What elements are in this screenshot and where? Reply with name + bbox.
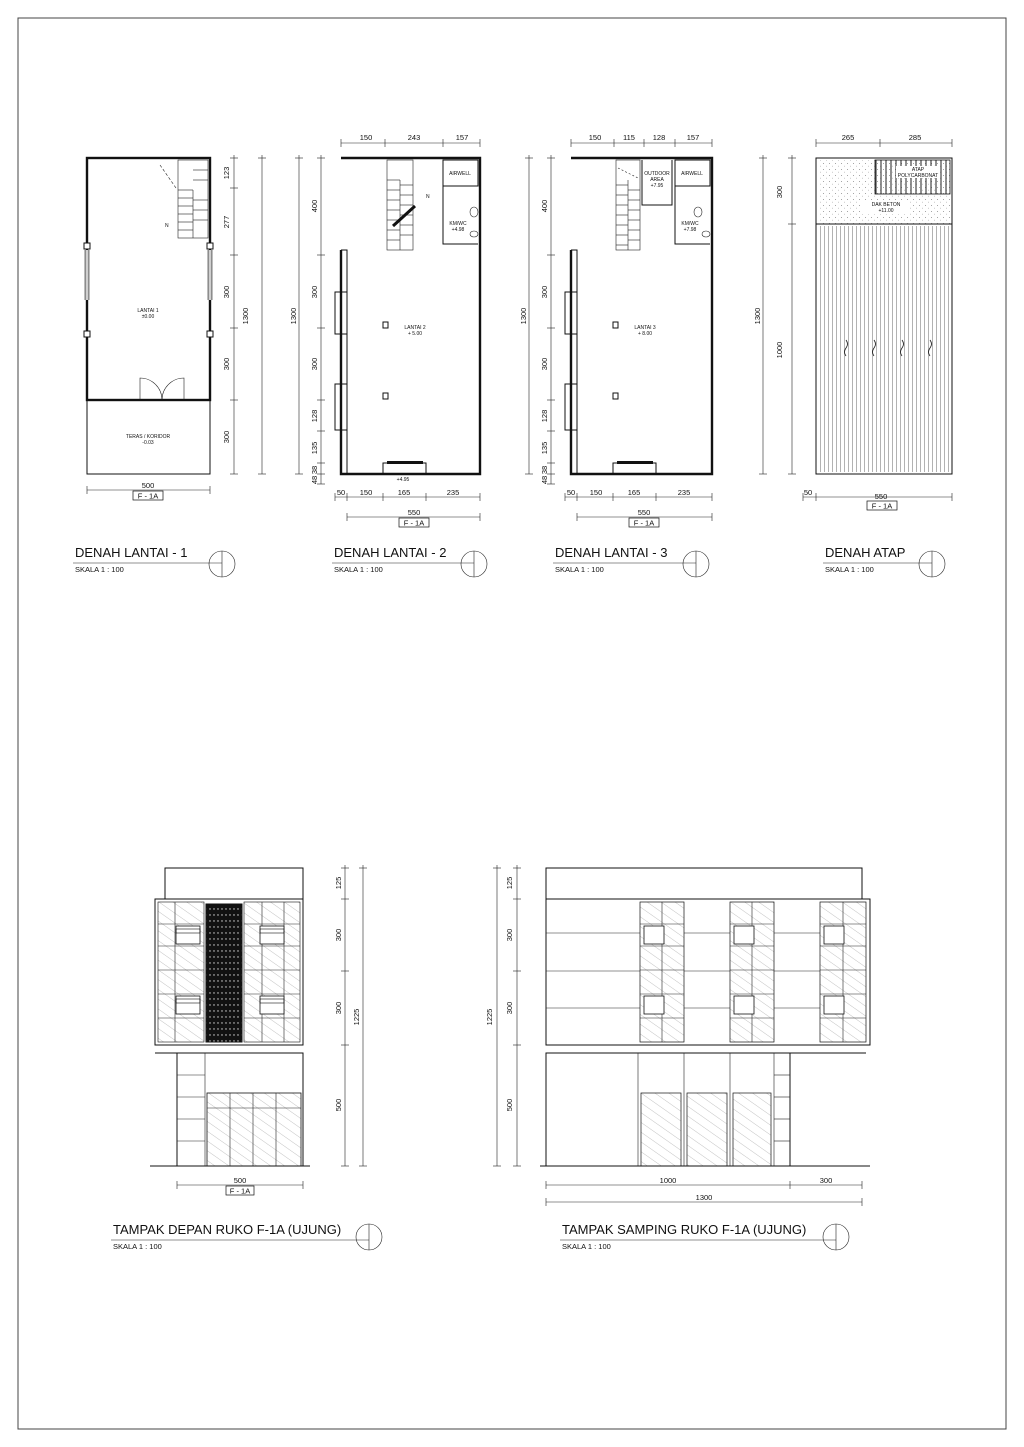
plan3-dim-left-7: 48 (540, 475, 549, 485)
roof-dim-total: 1300 (753, 307, 762, 325)
plan3-dim-left-4: 128 (540, 409, 549, 423)
plan3-outdoor: OUTDOOR (644, 171, 670, 177)
side-dim-bottom-total: 1300 (695, 1193, 713, 1202)
plan3-dim-left-1: 400 (540, 199, 549, 213)
plan2-wall (341, 158, 480, 474)
plan2-airwell: AIRWELL (449, 171, 471, 177)
plan2-room-name: LANTAI 2 (404, 325, 426, 331)
plan2-dim-bottom-1: 50 (336, 488, 346, 497)
plan2-dim-bottom-4: 235 (446, 488, 460, 497)
plan1-dim-right-5: 300 (222, 430, 231, 444)
plan3-dim-left-5: 135 (540, 441, 549, 455)
plan2-dim-left-4: 128 (310, 409, 319, 423)
plan3-scale: SKALA 1 : 100 (555, 565, 604, 574)
plan1-dim-right-2: 277 (222, 215, 231, 229)
roof-dak: DAK BETON (871, 202, 901, 208)
plan2-dim-left-2: 300 (310, 285, 319, 299)
plan2-dim-left-1: 400 (310, 199, 319, 213)
plan2-kmwc: KM/WC (449, 221, 467, 227)
roof-tag: F - 1A (871, 501, 893, 511)
plan2-dim-top-3: 157 (455, 133, 469, 142)
front-dim-1: 125 (334, 876, 343, 890)
plan3-room-level: + 8.00 (637, 331, 653, 337)
plan-lantai-2 (289, 133, 480, 528)
plan2-dim-top-1: 150 (359, 133, 373, 142)
front-dim-2: 300 (334, 928, 343, 942)
side-dim-bottom-2: 300 (819, 1176, 833, 1185)
plan1-tag: F - 1A (137, 491, 159, 501)
side-dim-2: 300 (505, 928, 514, 942)
roof-dak-level: +11.00 (878, 208, 894, 214)
plan3-outdoor-level: +7.95 (650, 183, 664, 189)
plan-lantai-1 (84, 155, 266, 501)
side-dim-total: 1225 (485, 1008, 494, 1026)
plan1-room-level: ±0.00 (141, 314, 155, 320)
plan2-entry-level: +4.95 (396, 477, 410, 483)
front-scale: SKALA 1 : 100 (113, 1242, 162, 1251)
plan3-dim-bottom-1: 50 (566, 488, 576, 497)
roof-dim-bottom-2: 550 (874, 492, 888, 501)
plan-lantai-3 (519, 133, 712, 528)
plan2-dim-bottom-total: 550 (407, 508, 421, 517)
plan-titles (73, 545, 945, 577)
plan3-dim-top-2: 115 (623, 133, 635, 142)
front-title: TAMPAK DEPAN RUKO F-1A (UJUNG) (113, 1222, 342, 1237)
plan1-north: N (165, 223, 169, 229)
plan2-dim-total: 1300 (289, 307, 298, 325)
front-dim-total: 1225 (352, 1008, 361, 1026)
roof-atap: ATAP (911, 167, 925, 173)
plan3-title: DENAH LANTAI - 3 (555, 545, 668, 560)
plan1-teras-name: TERAS / KORIDOR (125, 434, 171, 440)
plan2-dim-left-5: 135 (310, 441, 319, 455)
plan2-dim-left-7: 48 (310, 475, 319, 485)
plan-atap (753, 133, 952, 511)
side-title: TAMPAK SAMPING RUKO F-1A (UJUNG) (562, 1222, 807, 1237)
plan2-kmwc-level: +4.98 (451, 227, 465, 233)
plan2-room-level: + 5.00 (407, 331, 423, 337)
plan2-dim-left-3: 300 (310, 357, 319, 371)
plan1-dim-right-1: 123 (222, 166, 231, 180)
plan3-dim-left-3: 300 (540, 357, 549, 371)
plan1-title: DENAH LANTAI - 1 (75, 545, 188, 560)
side-scale: SKALA 1 : 100 (562, 1242, 611, 1251)
plan3-dim-bottom-total: 550 (637, 508, 651, 517)
side-dim-1: 125 (505, 876, 514, 890)
plan3-airwell: AIRWELL (681, 171, 703, 177)
plan3-dim-top-4: 157 (686, 133, 700, 142)
roof-atap-2: POLYCARBONAT (897, 173, 939, 179)
roof-dim-top-1: 265 (841, 133, 855, 142)
plan3-dim-bottom-2: 150 (589, 488, 603, 497)
elevation-titles (111, 1222, 849, 1251)
plan3-dim-bottom-3: 165 (627, 488, 641, 497)
front-dim-bottom: 500 (233, 1176, 247, 1185)
side-dim-4: 500 (505, 1098, 514, 1112)
front-dim-3: 300 (334, 1001, 343, 1015)
plan3-dim-total: 1300 (519, 307, 528, 325)
plan2-dim-bottom-3: 165 (397, 488, 411, 497)
roof-dim-left-1: 300 (775, 185, 784, 199)
plan2-scale: SKALA 1 : 100 (334, 565, 383, 574)
plan1-teras-level: -0.03 (142, 440, 154, 446)
plan2-title: DENAH LANTAI - 2 (334, 545, 447, 560)
front-dim-4: 500 (334, 1098, 343, 1112)
plan3-dim-left-6: 38 (540, 465, 549, 475)
plan1-dim-bottom: 500 (141, 481, 155, 490)
plan1-dim-total: 1300 (241, 307, 250, 325)
plan2-north: N (426, 194, 430, 200)
front-tag: F - 1A (229, 1186, 251, 1196)
plan3-dim-bottom-4: 235 (677, 488, 691, 497)
plan1-wall (87, 158, 210, 400)
plan3-room-name: LANTAI 3 (634, 325, 656, 331)
plan1-dim-right-4: 300 (222, 357, 231, 371)
plan1-dim-right-3: 300 (222, 285, 231, 299)
front-elevation (150, 865, 367, 1196)
plan1-room-name: LANTAI 1 (137, 308, 159, 314)
side-dim-bottom-1: 1000 (659, 1176, 677, 1185)
plan1-scale: SKALA 1 : 100 (75, 565, 124, 574)
roof-dim-top-2: 285 (908, 133, 922, 142)
plan4-scale: SKALA 1 : 100 (825, 565, 874, 574)
plan3-kmwc: KM/WC (681, 221, 699, 227)
roof-dim-bottom-1: 50 (803, 488, 813, 497)
plan3-dim-top-1: 150 (588, 133, 602, 142)
plan2-dim-left-6: 38 (310, 465, 319, 475)
plan2-dim-bottom-2: 150 (359, 488, 373, 497)
plan2-dim-top-2: 243 (407, 133, 421, 142)
plan4-title: DENAH ATAP (825, 545, 906, 560)
plan3-outdoor-2: AREA (650, 177, 664, 183)
plan3-dim-top-3: 128 (652, 133, 666, 142)
plan2-tag: F - 1A (403, 518, 425, 528)
plan3-tag: F - 1A (633, 518, 655, 528)
side-dim-3: 300 (505, 1001, 514, 1015)
front-vent-panel (206, 904, 242, 1042)
plan3-dim-left-2: 300 (540, 285, 549, 299)
roof-dim-left-2: 1000 (775, 341, 784, 359)
plan3-kmwc-level: +7.98 (683, 227, 697, 233)
side-elevation (485, 865, 870, 1206)
